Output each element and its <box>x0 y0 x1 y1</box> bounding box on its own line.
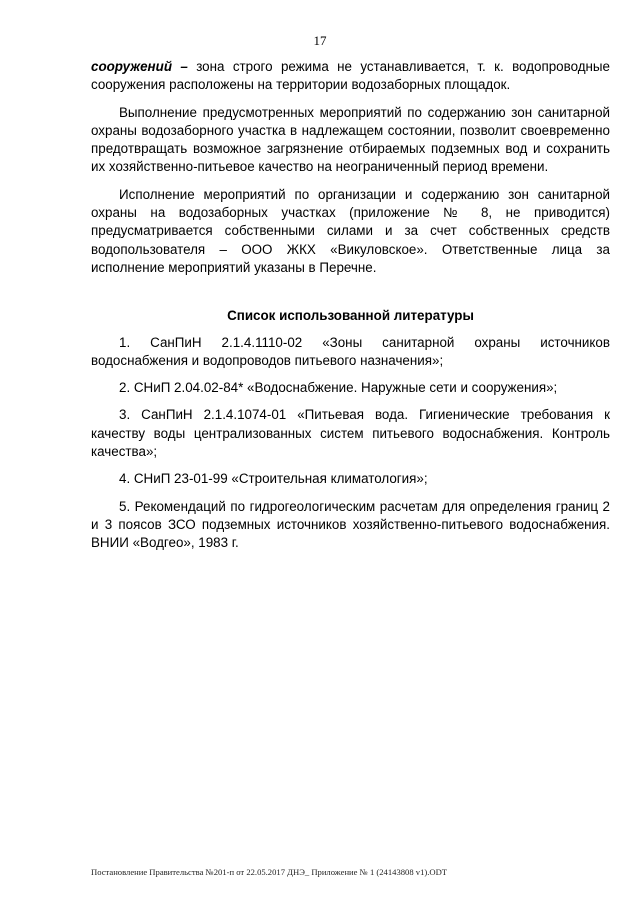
references-title: Список использованной литературы <box>227 308 474 324</box>
document-footer: Постановление Правительства №201-п от 22.05.2017 ДНЭ_ Приложение № 1 (24143808 v1).ODT <box>91 867 448 877</box>
paragraph-1-text: зона строго режима не устанавливается, т. к. водопроводные сооружения расположены на территории водозаборных площадок. <box>91 59 610 93</box>
reference-item-3: 3. СанПиН 2.1.4.1074-01 «Питьевая вода. Гигиенические требования к качеству воды централизованных систем питьевого водоснабжения. Контроль качества»; <box>91 407 610 460</box>
reference-item-4: 4. СНиП 23-01-99 «Строительная климатология»; <box>119 471 428 487</box>
reference-item-5: 5. Рекомендаций по гидрогеологическим расчетам для определения границ 2 и 3 поясов ЗСО подземных источников хозяйственно-питьевого водоснабжения. ВНИИ «Водгео», 1983 г. <box>91 498 610 551</box>
paragraph-1 <box>91 58 610 95</box>
reference-item-2: 2. СНиП 2.04.02-84* «Водоснабжение. Наружные сети и сооружения»; <box>119 380 558 396</box>
page-number: 17 <box>313 33 327 48</box>
paragraph-3: Исполнение мероприятий по организации и содержанию зон санитарной охраны на водозаборных участках (приложение № 8, не приводится) предусматривается собственными силами и за счет собственных средств водопользователя – ООО ЖКХ «Викуловское». Ответственные лица за исполнение мероприятий указаны в Перечне. <box>91 186 610 275</box>
paragraph-1-lead: сооружений – <box>91 59 188 74</box>
paragraph-2: Выполнение предусмотренных мероприятий по содержанию зон санитарной охраны водозаборного участка в надлежащем состоянии, позволит своевременно предотвращать возможное загрязнение отбираемых подземных вод и сохранить их хозяйственно-питьевое качество на неограниченный период времени. <box>91 104 610 175</box>
reference-item-1: 1. СанПиН 2.1.4.1110-02 «Зоны санитарной охраны источников водоснабжения и водопроводов питьевого назначения»; <box>91 334 610 368</box>
document-body <box>91 58 610 562</box>
